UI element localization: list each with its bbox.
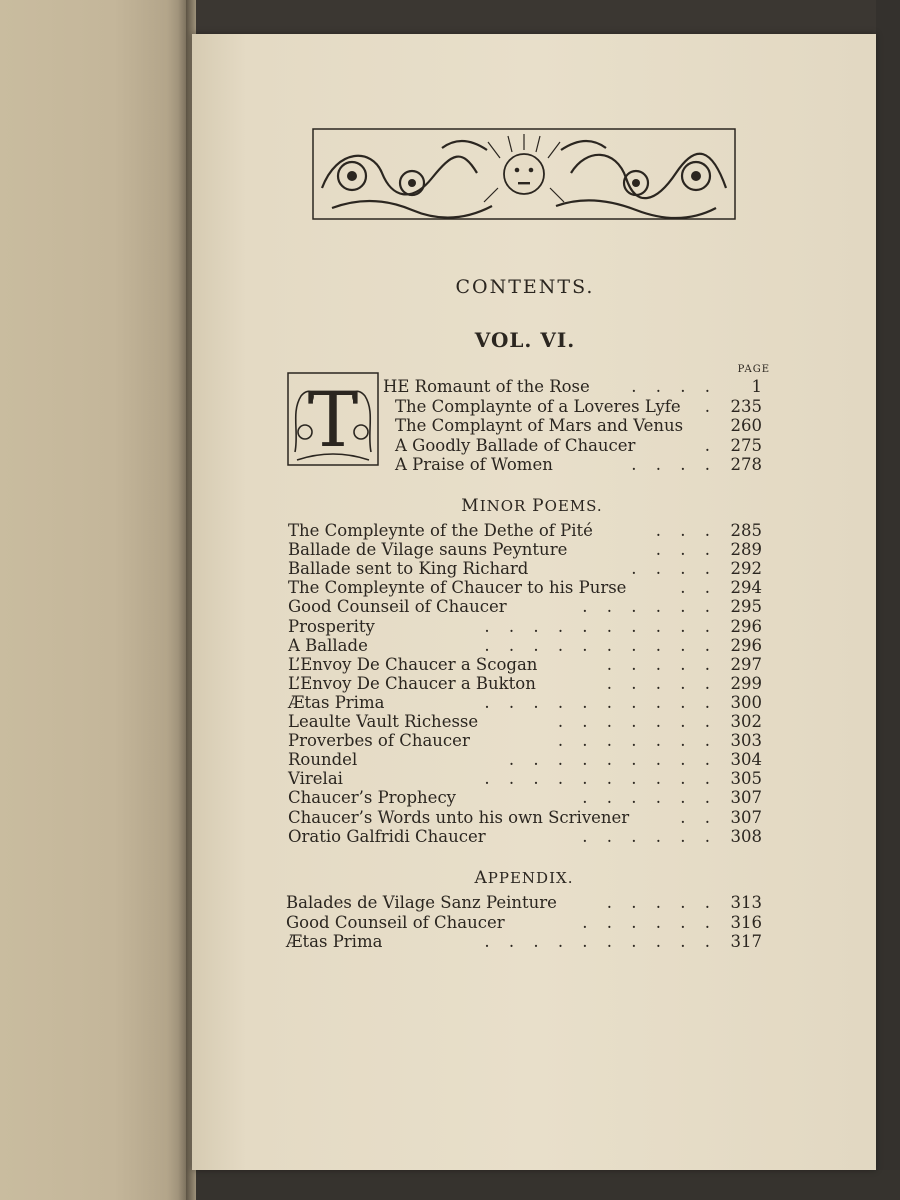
toc-entry bbox=[288, 636, 762, 656]
toc-entry-page: 278 bbox=[730, 455, 762, 474]
toc-entry bbox=[288, 597, 762, 617]
toc-entry-page: 307 bbox=[730, 788, 762, 808]
toc-entry-title: A Praise of Women bbox=[395, 455, 553, 474]
toc-entry-page: 305 bbox=[730, 769, 762, 789]
toc-entry-page: 1 bbox=[751, 377, 762, 396]
minor-poems-heading-rest2: OEMS. bbox=[544, 497, 603, 515]
toc-entry-title: Chaucer’s Prophecy bbox=[288, 788, 457, 808]
toc-entry-title: Prosperity bbox=[288, 616, 375, 636]
toc-entry-page: 313 bbox=[730, 893, 762, 912]
toc-entry-page: 304 bbox=[730, 750, 762, 770]
toc-entry bbox=[288, 655, 762, 675]
toc-leader-dots: . . . . . . . . . . bbox=[484, 635, 710, 655]
toc-entry-page: 294 bbox=[730, 578, 762, 598]
toc-leader-dots: . . . . bbox=[631, 377, 710, 396]
toc-entry-title: Oratio Galfridi Chaucer bbox=[288, 826, 486, 846]
toc-entry bbox=[288, 617, 762, 637]
background-top bbox=[192, 0, 900, 34]
appendix-heading-initial: A bbox=[474, 868, 488, 888]
toc-entry-title: The Compleynte of Chaucer to his Purse bbox=[288, 578, 627, 598]
background-bottom bbox=[192, 1170, 900, 1200]
toc-leader-dots: . . . bbox=[655, 521, 710, 540]
toc-entry-title: Virelai bbox=[288, 769, 343, 789]
toc-entry bbox=[288, 693, 762, 713]
toc-entry bbox=[383, 377, 762, 397]
toc-entry-page: 297 bbox=[730, 654, 762, 674]
toc-entry-title: Ballade de Vilage sauns Peynture bbox=[288, 540, 568, 560]
toc-entry bbox=[395, 416, 762, 436]
minor-poems-heading-initial: M bbox=[461, 496, 480, 516]
toc-leader-dots: . bbox=[704, 435, 710, 455]
appendix-heading bbox=[414, 868, 634, 888]
toc-entry bbox=[395, 455, 762, 475]
toc-entry-page: 289 bbox=[730, 540, 762, 560]
toc-leader-dots: . . . . bbox=[631, 559, 710, 579]
toc-leader-dots: . . . . . bbox=[606, 673, 710, 693]
toc-entry-title: Good Counseil of Chaucer bbox=[286, 912, 505, 932]
toc-leader-dots: . . . . . . . . . . bbox=[484, 932, 710, 951]
toc-entry-page: 307 bbox=[730, 807, 762, 827]
toc-entry-title: HE Romaunt of the Rose bbox=[383, 377, 590, 396]
toc-leader-dots: . . bbox=[680, 807, 710, 827]
toc-entry-title: L’Envoy De Chaucer a Bukton bbox=[288, 673, 536, 693]
toc-leader-dots: . . . . . . bbox=[582, 826, 710, 846]
toc-entry bbox=[395, 436, 762, 456]
toc-entry-page: 285 bbox=[730, 521, 762, 540]
toc-entry-page: 317 bbox=[730, 932, 762, 951]
ornamental-headpiece bbox=[312, 128, 736, 220]
toc-entry-page: 292 bbox=[730, 559, 762, 579]
toc-leader-dots: . . . . . bbox=[606, 893, 710, 912]
toc-entry bbox=[288, 559, 762, 579]
toc-entry-page: 235 bbox=[730, 396, 762, 416]
toc-leader-dots: . . . . . . . . . . bbox=[484, 692, 710, 712]
toc-entry-page: 308 bbox=[730, 826, 762, 846]
toc-entry bbox=[288, 788, 762, 808]
toc-entry bbox=[288, 674, 762, 694]
toc-leader-dots: . . . . . . bbox=[582, 597, 710, 617]
minor-poems-heading bbox=[422, 496, 642, 516]
toc-entry bbox=[288, 769, 762, 789]
toc-leader-dots: . . . . . . . . . bbox=[508, 750, 710, 770]
toc-leader-dots: . . bbox=[680, 578, 710, 598]
toc-entry-page: 316 bbox=[730, 912, 762, 932]
toc-entry-page: 296 bbox=[730, 635, 762, 655]
toc-entry-title: Chaucer’s Words unto his own Scrivener bbox=[288, 807, 630, 827]
toc-leader-dots: . . . . . bbox=[606, 654, 710, 674]
toc-entry-title: Ætas Prima bbox=[286, 932, 383, 951]
toc-entry bbox=[288, 712, 762, 732]
toc-leader-dots: . . . . . . . . . . bbox=[484, 616, 710, 636]
toc-entry-title: The Compleynte of the Dethe of Pité bbox=[288, 521, 593, 540]
toc-leader-dots: . bbox=[704, 396, 710, 416]
toc-entry-title: The Complaynte of a Loveres Lyfe bbox=[395, 396, 681, 416]
toc-entry-title: The Complaynt of Mars and Venus bbox=[395, 416, 684, 435]
toc-leader-dots: . . . . . . bbox=[582, 912, 710, 932]
contents-heading: CONTENTS. bbox=[455, 276, 595, 298]
appendix-heading-rest: PPENDIX. bbox=[487, 869, 574, 887]
toc-leader-dots: . . . . . . . bbox=[557, 731, 710, 751]
toc-entry-title: A Ballade bbox=[288, 635, 368, 655]
toc-leader-dots: . . . . . . bbox=[582, 788, 710, 808]
toc-entry bbox=[288, 731, 762, 751]
toc-leader-dots: . . . . . . . . . . bbox=[484, 769, 710, 789]
toc-entry bbox=[286, 893, 762, 913]
toc-entry-title: Roundel bbox=[288, 750, 358, 770]
toc-entry-title: Balades de Vilage Sanz Peinture bbox=[286, 893, 557, 912]
toc-entry-title: Leaulte Vault Richesse bbox=[288, 712, 479, 731]
toc-entry bbox=[288, 808, 762, 828]
toc-entry-page: 275 bbox=[730, 435, 762, 455]
dropcap-letter: T bbox=[307, 375, 359, 464]
toc-entry bbox=[288, 827, 762, 847]
toc-entry-title: A Goodly Ballade of Chaucer bbox=[395, 435, 636, 455]
volume-heading: VOL. VI. bbox=[474, 328, 576, 352]
toc-entry-page: 300 bbox=[730, 692, 762, 712]
background-right bbox=[876, 0, 900, 1200]
toc-entry bbox=[288, 540, 762, 560]
toc-entry-title: Ætas Prima bbox=[288, 692, 385, 712]
toc-entry-title: Ballade sent to King Richard bbox=[288, 559, 529, 579]
toc-entry-page: 303 bbox=[730, 731, 762, 751]
toc-leader-dots: . . . . bbox=[631, 455, 710, 474]
toc-entry bbox=[288, 521, 762, 541]
toc-entry bbox=[395, 397, 762, 417]
toc-leader-dots: . . . bbox=[655, 540, 710, 560]
toc-entry bbox=[286, 932, 762, 952]
toc-entry bbox=[288, 750, 762, 770]
toc-entry-title: L’Envoy De Chaucer a Scogan bbox=[288, 654, 538, 674]
toc-entry-title: Proverbes of Chaucer bbox=[288, 731, 470, 751]
toc-entry-page: 302 bbox=[730, 712, 762, 731]
minor-poems-heading-rest: INOR bbox=[479, 497, 533, 515]
ornamental-dropcap bbox=[287, 372, 379, 466]
minor-poems-heading-initial2: P bbox=[532, 496, 545, 516]
page-column-label: PAGE bbox=[737, 364, 770, 375]
toc-leader-dots: . . . . . . . bbox=[557, 712, 710, 731]
toc-entry-page: 260 bbox=[730, 416, 762, 435]
toc-entry bbox=[288, 578, 762, 598]
toc-entry-page: 299 bbox=[730, 673, 762, 693]
toc-entry-page: 296 bbox=[730, 616, 762, 636]
left-page bbox=[0, 0, 190, 1200]
toc-entry-title: Good Counseil of Chaucer bbox=[288, 597, 507, 617]
toc-entry bbox=[286, 913, 762, 933]
toc-entry-page: 295 bbox=[730, 597, 762, 617]
